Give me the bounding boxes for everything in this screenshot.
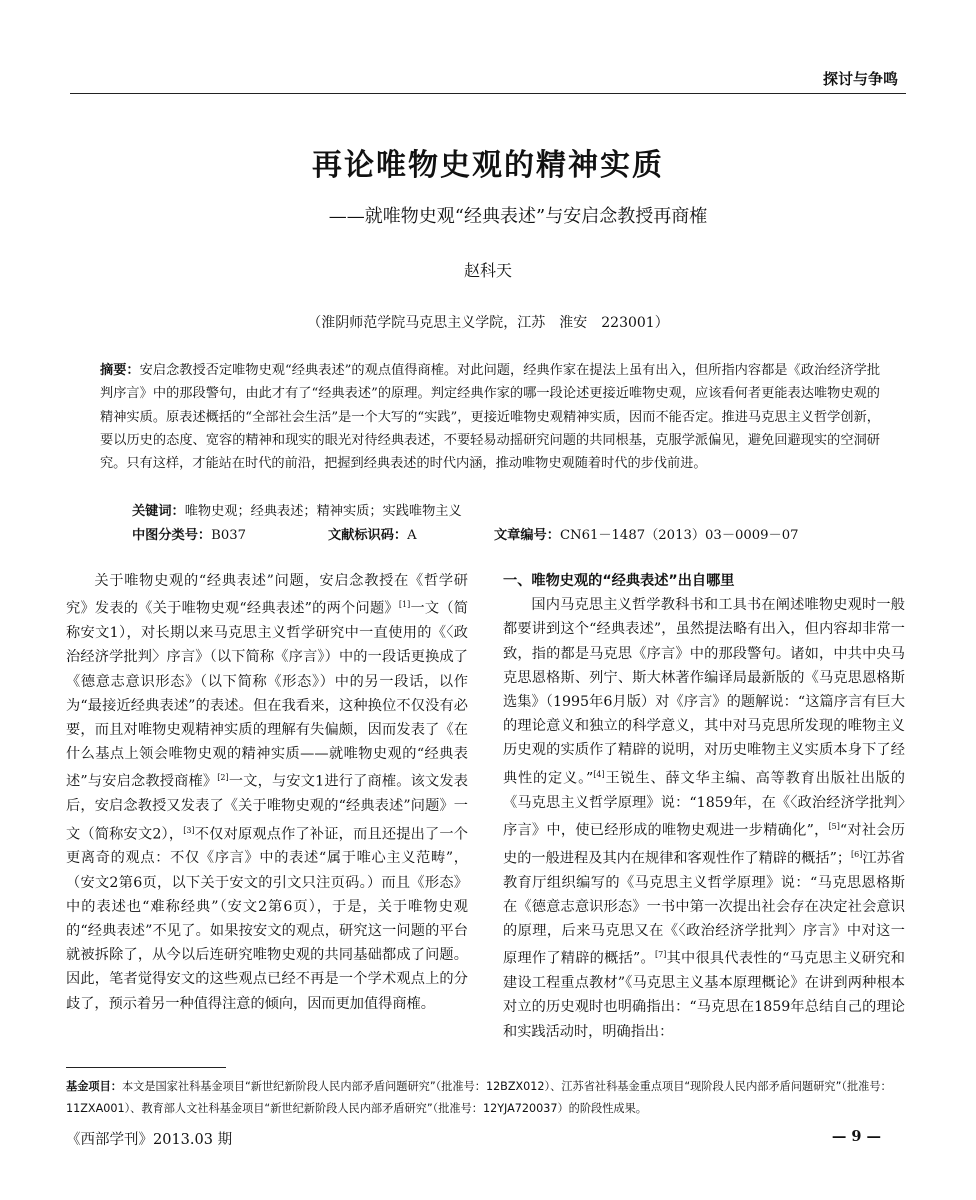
funding-footnote: [66, 1076, 912, 1120]
abstract-text: 安启念教授否定唯物史观“经典表述”的观点值得商榷。对此问题，经典作家在提法上虽有出入，但所指内容都是《政治经济学批判序言》中的那段警句，由此才有了“经典表述”的原理。判定经典作家的哪一段论述更接近唯物史观，应该看何者更能表达唯物史观的精神实质。原表述概括的“全部社会生活”是一个大写的“实践”，更接近唯物史观精神实质，因而不能否定。推进马克思主义哲学创新，要以历史的态度、宽容的精神和现实的眼光对待经典表述，不要轻易动摇研究问题的共同根基，克服学派偏见，避免回避现实的空洞研究。只有这样，才能站在时代的前沿，把握到经典表述的时代内涵，推动唯物史观随着时代的步伐前进。: [100, 363, 881, 472]
text-run: 王锐生、薛文华主编、高等教育出版社出版的《马克思主义哲学原理》说：“1859年，在《〈政治经济学批判〉序言》中，使已经形成的唯物史观进一步精确化”，: [503, 770, 905, 839]
header-rule: [70, 93, 906, 94]
citation-ref: [6]: [851, 849, 863, 859]
citation-ref: [3]: [183, 825, 195, 835]
text-run: 其中很具代表性的“马克思主义研究和建设工程重点教材”《马克思主义基本原理概论》在讲到两种根本对立的历史观时也明确指出：“马克思在1859年总结自己的理论和实践活动时，明确指出：: [503, 950, 905, 1040]
left-column: [66, 569, 468, 1016]
keywords: [132, 500, 462, 519]
body-paragraph: [66, 569, 468, 1016]
author-name: 赵科天: [463, 261, 512, 280]
doc-code: [328, 524, 417, 543]
text-run: 一文（简称安文1），对长期以来马克思主义哲学研究中一直使用的《〈政治经济学批判〉序言》（以下简称《序言》）中的一段话更换成了《德意志意识形态》（以下简称《形态》）中的另一段话，以作为“最接近经典表述”的表述。但在我看来，这种换位不仅没有必要，而且对唯物史观精神实质的理解有失偏颇，因而发表了《在什么基点上领会唯物史观的精神实质——就唯物史观的“经典表述”与安启念教授商榷》: [66, 600, 468, 791]
page-number: — 9 —: [831, 1128, 881, 1145]
abstract-label: 摘要：: [100, 363, 140, 378]
article-subtitle: ——就唯物史观“经典表述”与安启念教授再商榷: [328, 206, 708, 227]
text-run: 一文，与安文1进行了商榷。该文发表后，安启念教授又发表了《关于唯物史观的“经典表述”问题》一文（简称安文2），: [66, 774, 468, 843]
text-run: 江苏省教育厅组织编写的《马克思主义哲学原理》说：“马克思恩格斯在《德意志意识形态》一书中第一次提出社会存在决定社会意识的原理，后来马克思又在《〈政治经济学批判〉序言》中对这一原理作了精辟的概括”。: [503, 850, 905, 967]
journal-footer: 《西部学刊》2013.03 期: [66, 1132, 233, 1148]
clc-label: 中图分类号：: [132, 528, 212, 543]
citation-ref: [4]: [593, 769, 605, 779]
text-run: 关于唯物史观的“经典表述”问题，安启念教授在《哲学研究》发表的《关于唯物史观“经典表述”的两个问题》: [66, 573, 468, 617]
right-column: [503, 569, 905, 1044]
funding-label: 基金项目：: [66, 1080, 122, 1093]
clc-value: B037: [211, 528, 246, 543]
doc-value: A: [407, 528, 417, 543]
article-number: [494, 524, 799, 543]
abstract: [100, 359, 880, 475]
body-paragraph: [503, 593, 905, 1044]
keywords-label: 关键词：: [132, 504, 185, 519]
text-run: 不仅对原观点作了补证，而且还提出了一个更离奇的观点：不仅《序言》中的表述“属于唯心主义范畴”，（安文2第6页，以下关于安文的引文只注页码。）而且《形态》中的表述也“难称经典”（安文2第6页），于是，关于唯物史观的“经典表述”不见了。如果按安文的观点，研究这一问题的平台就被拆除了，从今以后连研究唯物史观的共同基础都成了问题。因此，笔者觉得安文的这些观点已经不再是一个学术观点上的分歧了，预示着另一种值得注意的倾向，因而更加值得商榷。: [66, 826, 468, 1012]
clc-code: [132, 524, 246, 543]
funding-text: 本文是国家社科基金项目“新世纪新阶段人民内部矛盾问题研究”（批准号：12BZX012）、江苏省社科基金重点项目“现阶段人民内部矛盾问题研究”（批准号：11ZXA001）、教育部人文社科基金项目“新世纪新阶段人民内部矛盾研究”（批准号：12YJA720037）的阶段性成果。: [66, 1080, 892, 1115]
doc-label: 文献标识码：: [328, 528, 408, 543]
text-run: 国内马克思主义哲学教科书和工具书在阐述唯物史观时一般都要讲到这个“经典表述”，虽然提法略有出入，但内容却非常一致，指的都是马克思《序言》中的那段警句。诸如，中共中央马克思恩格斯、列宁、斯大林著作编译局最新版的《马克思恩格斯选集》（1995年6月版）对《序言》的题解说：“这篇序言有巨大的理论意义和独立的科学意义，其中对马克思所发现的唯物主义历史观的实质作了精辟的说明，对历史唯物主义实质本身下了经典性的定义。”: [503, 597, 905, 787]
footnote-rule: [66, 1067, 226, 1068]
text-run: “对社会历史的一般进程及其内在规律和客观性作了精辟的概括”；: [503, 822, 905, 867]
keywords-text: 唯物史观；经典表述；精神实质；实践唯物主义: [184, 504, 462, 519]
author-affiliation: （淮阴师范学院马克思主义学院，江苏 淮安 223001）: [307, 315, 669, 331]
article-title: 再论唯物史观的精神实质: [312, 148, 664, 183]
art-label: 文章编号：: [494, 528, 560, 543]
citation-ref: [5]: [828, 821, 840, 831]
art-value: CN61－1487（2013）03－0009－07: [559, 528, 799, 543]
citation-ref: [7]: [654, 950, 667, 960]
citation-ref: [1]: [398, 600, 411, 610]
section-heading: 一、唯物史观的“经典表述”出自哪里: [503, 573, 735, 589]
section-tag: 探讨与争鸣: [822, 70, 898, 88]
citation-ref: [2]: [217, 773, 229, 783]
